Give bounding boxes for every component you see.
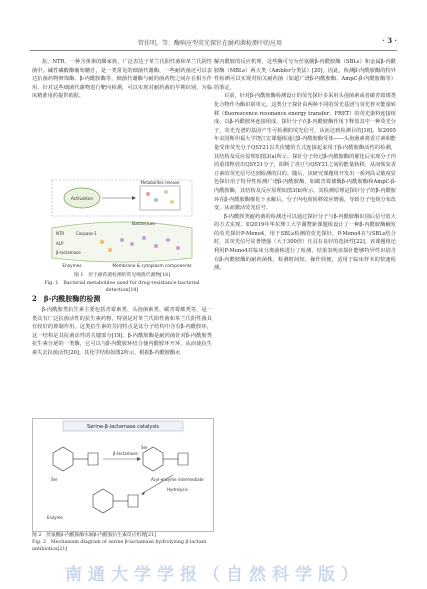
figure-1-diagram	[32, 178, 212, 270]
enzyme-label-ntr: NTR	[56, 231, 65, 236]
figure-2-caption	[32, 532, 212, 553]
figure-2-diagram	[33, 419, 213, 531]
figure-2-caption-en: Fig. 2 Mechanism diagram of serine β-lactamase hydrolyzing β-lactam antibiotics[21]	[32, 540, 207, 552]
figure-1	[32, 178, 212, 270]
metabolites-label: Metabolites release	[140, 180, 180, 185]
running-header	[0, 0, 427, 60]
fig2-label-ser-1: Ser	[51, 477, 58, 482]
fig2-label-ser-2: Ser	[141, 445, 148, 450]
fig2-label-intermediate: Acyl-enzyme intermediate	[151, 477, 204, 482]
left-column-bottom	[32, 306, 212, 358]
figure-2	[32, 418, 214, 532]
fig2-label-hydrolysis: Hydrolysis	[167, 487, 188, 492]
journal-footer: 南通大学学报（自然科学版）	[65, 565, 364, 585]
fig2-label-enzyme-bottom: Enzyme	[47, 515, 63, 520]
figure-2-caption-cn: 图 2 丝氨酸β-内酰胺酶水解β-内酰胺抗生素反应机理[21]	[32, 533, 156, 538]
header-divider	[30, 50, 397, 51]
page-number: · 3 ·	[382, 36, 397, 45]
bacterium-label: Bacterium	[132, 222, 156, 227]
left-column-top	[32, 58, 212, 101]
paragraph: 抗，NTR、一种含黄素的酶家族，广泛表达于革兰氏阳性菌和革兰氏阴性菌中，碱性磷酸酶葡萄糖苷，是一类常见的细菌代谢酶，一些耐药菌还可以表达抗菌药物修饰酶、β-内酰胺酶等。细菌代谢酶与耐药菌药物之间存在相互作用，针对这些细菌代谢物进行靶向检测，可以实现对耐药菌的早期识别，为临床精准用药提供依据。	[32, 59, 212, 100]
paragraph: β-内酰胺类耐药菌的检测还可以通过探针分子与β-内酰胺酶识别后信号放大的方式实现。如2019年华东理工大学谢赞新课题组设计了一种β-内酰胺酶触发的荧光探针P-Meno4，用于SBLs检测的荧光探针，P-Meno4在与SBLs结合时，其荧光信号显著增强（大于300倍）且具有良好的选择性[22]。该课题组还利用P-Meno4对临床分离菌株进行了检测，结果表明该探针能够特异性识别含有β-内酰胺酶的耐药菌株，检测时间短，操作简便，适用于临床样本的快速检测。	[214, 213, 396, 272]
enzymes-label: Enzymes	[62, 264, 82, 269]
membrane-label: Membrane & cytoplasm components	[112, 264, 192, 269]
paragraph: β-内酰胺类抗生素主要包括青霉素类、头孢菌素类、碳青霉烯类等，是一类具有广泛抗菌活性的抗生素药物，特别是对革兰氏阳性菌和革兰氏阴性菌具有较好的抑制作用。这类抗生素的共同特点是其分子结构中含有β-内酰胺环，这一结构是其抗菌活性的关键部分[19]。β-内酰胺酶是耐药菌针对β-内酰胺类抗生素分泌的一类酶，它可以与β-内酰胺环结合使内酰胺环开环，从而使抗生素失去抗菌活性[20]。其化学结构如图2所示，根据β-内酰胺酶水	[32, 307, 212, 356]
enzyme-label-caspase: Caspase-1	[76, 231, 97, 236]
enzyme-label-alp: ALP	[56, 241, 64, 246]
enzyme-label-blactamase: β-lactamase	[56, 250, 81, 255]
fig2-label-enzyme: β-lactamase	[113, 451, 138, 456]
running-title: 管佳明，等：酶响应型荧光探针在耐药菌检测中的应用	[137, 40, 282, 47]
figure-1-caption-cn: 图 1 用于耐药菌检测的常见细菌代谢物[18]	[74, 273, 170, 278]
section-title: 2 β-内酰胺酶的检测	[32, 294, 101, 303]
paragraph: 目前，针对β-内酰胺酶检测设计的荧光探针多采用头孢菌素或者碳青霉烯类化合物作为酶识别单元。这类分子探针由两种不同的荧光基团与荧光猝灭能量转移（fluorescence resonance energy transfer，FRET）的荧光染料连接组成，以β-内酰胺环连接组成。探针分子在β-内酰胺酶作用下释放其中一种荧光分子，荧光光谱的基团产生可检测的荧光信号，从而达到检测目的[18]。如2005年美国斯坦福大学饶江宏课题组通过β-内酰胺酶受体——头孢菌素将香豆素和能量受体荧光分子QSY21以共价键的方式连接起来用于β-内酰胺酶活性的检测，其结构及反应原理如图3(a)所示。探针分子经过β-内酰胺酶的催化后实现分子内的重排释放出QSY21分子，阻断了香豆与QSY21之间的能量转移，从而恢复香豆素的荧光信号达到检测的目的。随后，该研究课题组开发出一系列高灵敏度显色探针用于特异性检测广谱β-内酰胺酶，如碳青霉烯酶β-内酰胺酶和AmpC-β-内酰胺酶，其结构及反应原理如图3(b)所示。其检测原理是探针分子的β-内酰胺环在β-内酰胺酶催化下水解后，分子内电荷转移效应增强，导致分子电荷分布改变，从而激活荧光信号。	[214, 93, 396, 212]
right-column	[214, 58, 396, 273]
fig2-title: Serine-β-lactamase catalysis	[87, 424, 159, 430]
figure-1-caption-en: Fig. 1 Bacterial metabolites used for drug-resistance bacterial detection[18]	[44, 281, 200, 293]
paragraph: 解内酰胺的反应机理，这些酶可分为丝氨酸β-内酰胺酶（SBLs）和金属β-内酰胺酶（MBLs）两大类（Ambler分类法）[20]。因此，检测β-内酰胺酶的特异性检测可以实现对相关耐药菌（如超广谱β-内酰胺酶、AmpC-β-内酰胺酶等）的鉴定。	[214, 59, 396, 91]
activation-label: Activation	[70, 197, 94, 202]
